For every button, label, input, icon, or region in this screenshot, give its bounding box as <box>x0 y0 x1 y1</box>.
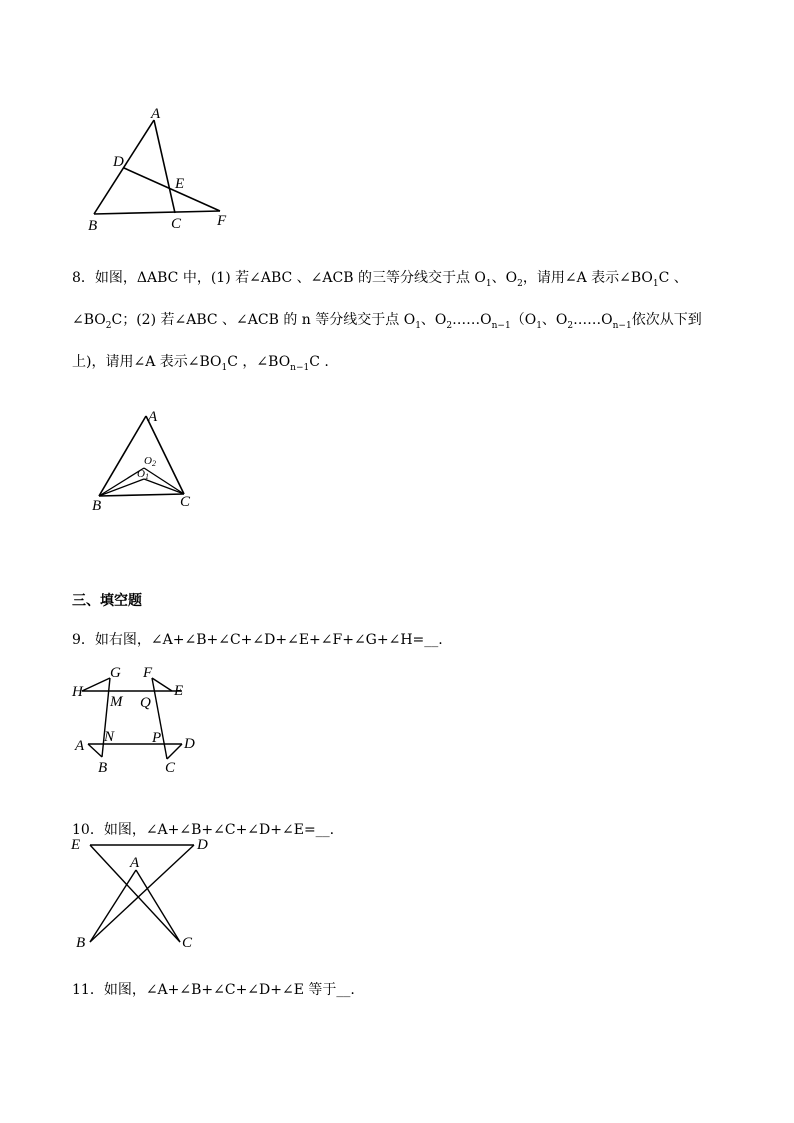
label-E: E <box>175 176 185 192</box>
figure-eight-angles-svg <box>70 664 210 776</box>
q8-line-2: $\angle BO_2C$；(2) 若∠ABC 、∠ACB 的 n 等分线交于点 $O_1$、$O_2\dots\dots O_{n-1}(O_1$、$O_2\dots\dots O_{n-1}$依次从下到 <box>72 312 702 331</box>
label-Q: Q <box>140 695 151 711</box>
figure-eight-angles <box>70 664 210 776</box>
label-C: C <box>171 216 182 232</box>
label-O2-sub: 2 <box>152 459 156 468</box>
label-F: F <box>143 665 153 681</box>
label-D: D <box>113 154 124 170</box>
label-N: N <box>104 729 115 745</box>
q10-text: 10．如图，∠A+∠B+∠C+∠D+∠E=__. <box>72 822 335 838</box>
label-O2: O <box>144 455 152 467</box>
section-title: 三、填空题 <box>72 593 142 609</box>
figure-five-angles-svg <box>68 834 218 954</box>
label-O1-sub: 1 <box>145 472 149 481</box>
figure-triangle-def <box>80 100 250 240</box>
figure-triangle-o1-o2-svg <box>84 406 204 516</box>
label-O1: O <box>137 468 145 480</box>
label-A: A <box>148 409 158 425</box>
label-E: E <box>71 837 81 853</box>
label-C: C <box>182 935 193 951</box>
label-F: F <box>217 213 227 229</box>
label-M: M <box>110 694 123 710</box>
label-P: P <box>152 730 162 746</box>
label-B: B <box>88 218 98 234</box>
label-G: G <box>110 665 121 681</box>
label-E: E <box>174 683 184 699</box>
figure-five-angles <box>68 834 218 954</box>
label-D: D <box>197 837 208 853</box>
label-C: C <box>165 760 176 776</box>
label-A: A <box>75 738 85 754</box>
label-A: A <box>151 106 161 122</box>
q11-text: 11．如图，∠A+∠B+∠C+∠D+∠E 等于__. <box>72 982 355 998</box>
label-B: B <box>98 760 108 776</box>
label-D: D <box>184 736 195 752</box>
figure-triangle-o1-o2 <box>84 406 204 516</box>
q8-line-3: 上)，请用∠A 表示$\angle BO_1C$ ，$\angle BO_{n-1}C$ . <box>72 354 329 373</box>
label-B: B <box>76 935 86 951</box>
label-H: H <box>72 684 83 700</box>
label-B: B <box>92 498 102 514</box>
label-C: C <box>180 494 191 510</box>
q8-line-1: 8．如图，ΔABC 中，(1) 若∠ABC 、∠ACB 的三等分线交于点 $O_1$、$O_2$，请用∠A 表示$\angle BO_1C$ 、 <box>72 270 688 289</box>
figure-triangle-def-svg <box>80 100 250 240</box>
label-A: A <box>130 855 140 871</box>
q9-text: 9．如右图，∠A+∠B+∠C+∠D+∠E+∠F+∠G+∠H=__. <box>72 632 443 648</box>
